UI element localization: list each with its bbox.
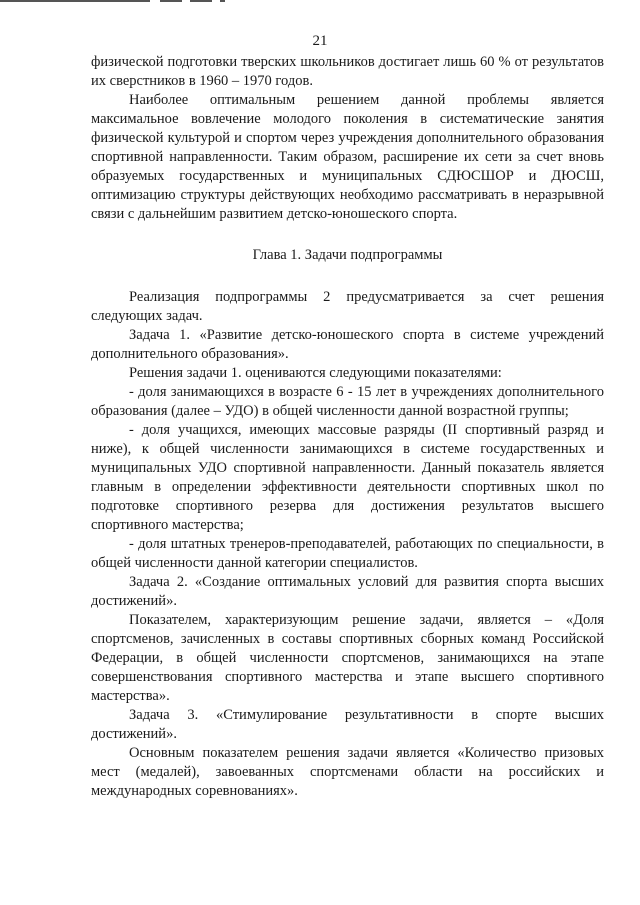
page-number: 21 [312, 33, 328, 49]
paragraph-task-1-indicators: Решения задачи 1. оцениваются следующими показателями: [129, 365, 502, 381]
list-item-indicator-2: - доля учащихся, имеющих массовые разряды (II спортивный разряд и ниже), к общей численности занимающихся в системе государственных и муниципальных УДО спортивной направленности. Данный показатель является главным в определении эффективности деятельности спортивных школ по подготовке спортивного резерва для достижения результатов высшего спортивного мастерства; [91, 422, 604, 533]
paragraph-task-1: Задача 1. «Развитие детско-юношеского спорта в системе учреждений дополнительного образования». [91, 327, 604, 362]
paragraph-implementation: Реализация подпрограммы 2 предусматривается за счет решения следующих задач. [91, 289, 604, 324]
paragraph-continuation: физической подготовки тверских школьников достигает лишь 60 % от результатов их сверстников в 1960 – 1970 годов. [91, 54, 604, 89]
paragraph-optimal-solution: Наиболее оптимальным решением данной проблемы является максимальное вовлечение молодого поколения в систематические занятия физической культурой и спортом через учреждения дополнительного образования спортивной направленности. Таким образом, расширение их сети за счет вновь образуемых государственных и муниципальных СДЮСШОР и ДЮСШ, оптимизацию структуры действующих необходимо рассматривать в неразрывной связи с дальнейшим развитием детско-юношеского спорта. [91, 92, 604, 222]
chapter-heading: Глава 1. Задачи подпрограммы [252, 247, 443, 263]
scan-edge-marks [0, 0, 640, 2]
list-item-indicator-3: - доля штатных тренеров-преподавателей, работающих по специальности, в общей численности данной категории специалистов. [91, 536, 604, 571]
paragraph-task-2: Задача 2. «Создание оптимальных условий для развития спорта высших достижений». [91, 574, 604, 609]
document-body [91, 53, 604, 801]
paragraph-task-3-indicator: Основным показателем решения задачи является «Количество призовых мест (медалей), завоеванных спортсменами области на российских и международных соревнованиях». [91, 745, 604, 799]
list-item-indicator-1: - доля занимающихся в возрасте 6 - 15 лет в учреждениях дополнительного образования (далее – УДО) в общей численности данной возрастной группы; [91, 384, 604, 419]
paragraph-task-2-indicator: Показателем, характеризующим решение задачи, является – «Доля спортсменов, зачисленных в составы спортивных сборных команд Российской Федерации, в общей численности спортсменов, занимающихся на этапе совершенствования спортивного мастерства и этапе высшего спортивного мастерства». [91, 612, 604, 704]
paragraph-task-3: Задача 3. «Стимулирование результативности в спорте высших достижений». [91, 707, 604, 742]
